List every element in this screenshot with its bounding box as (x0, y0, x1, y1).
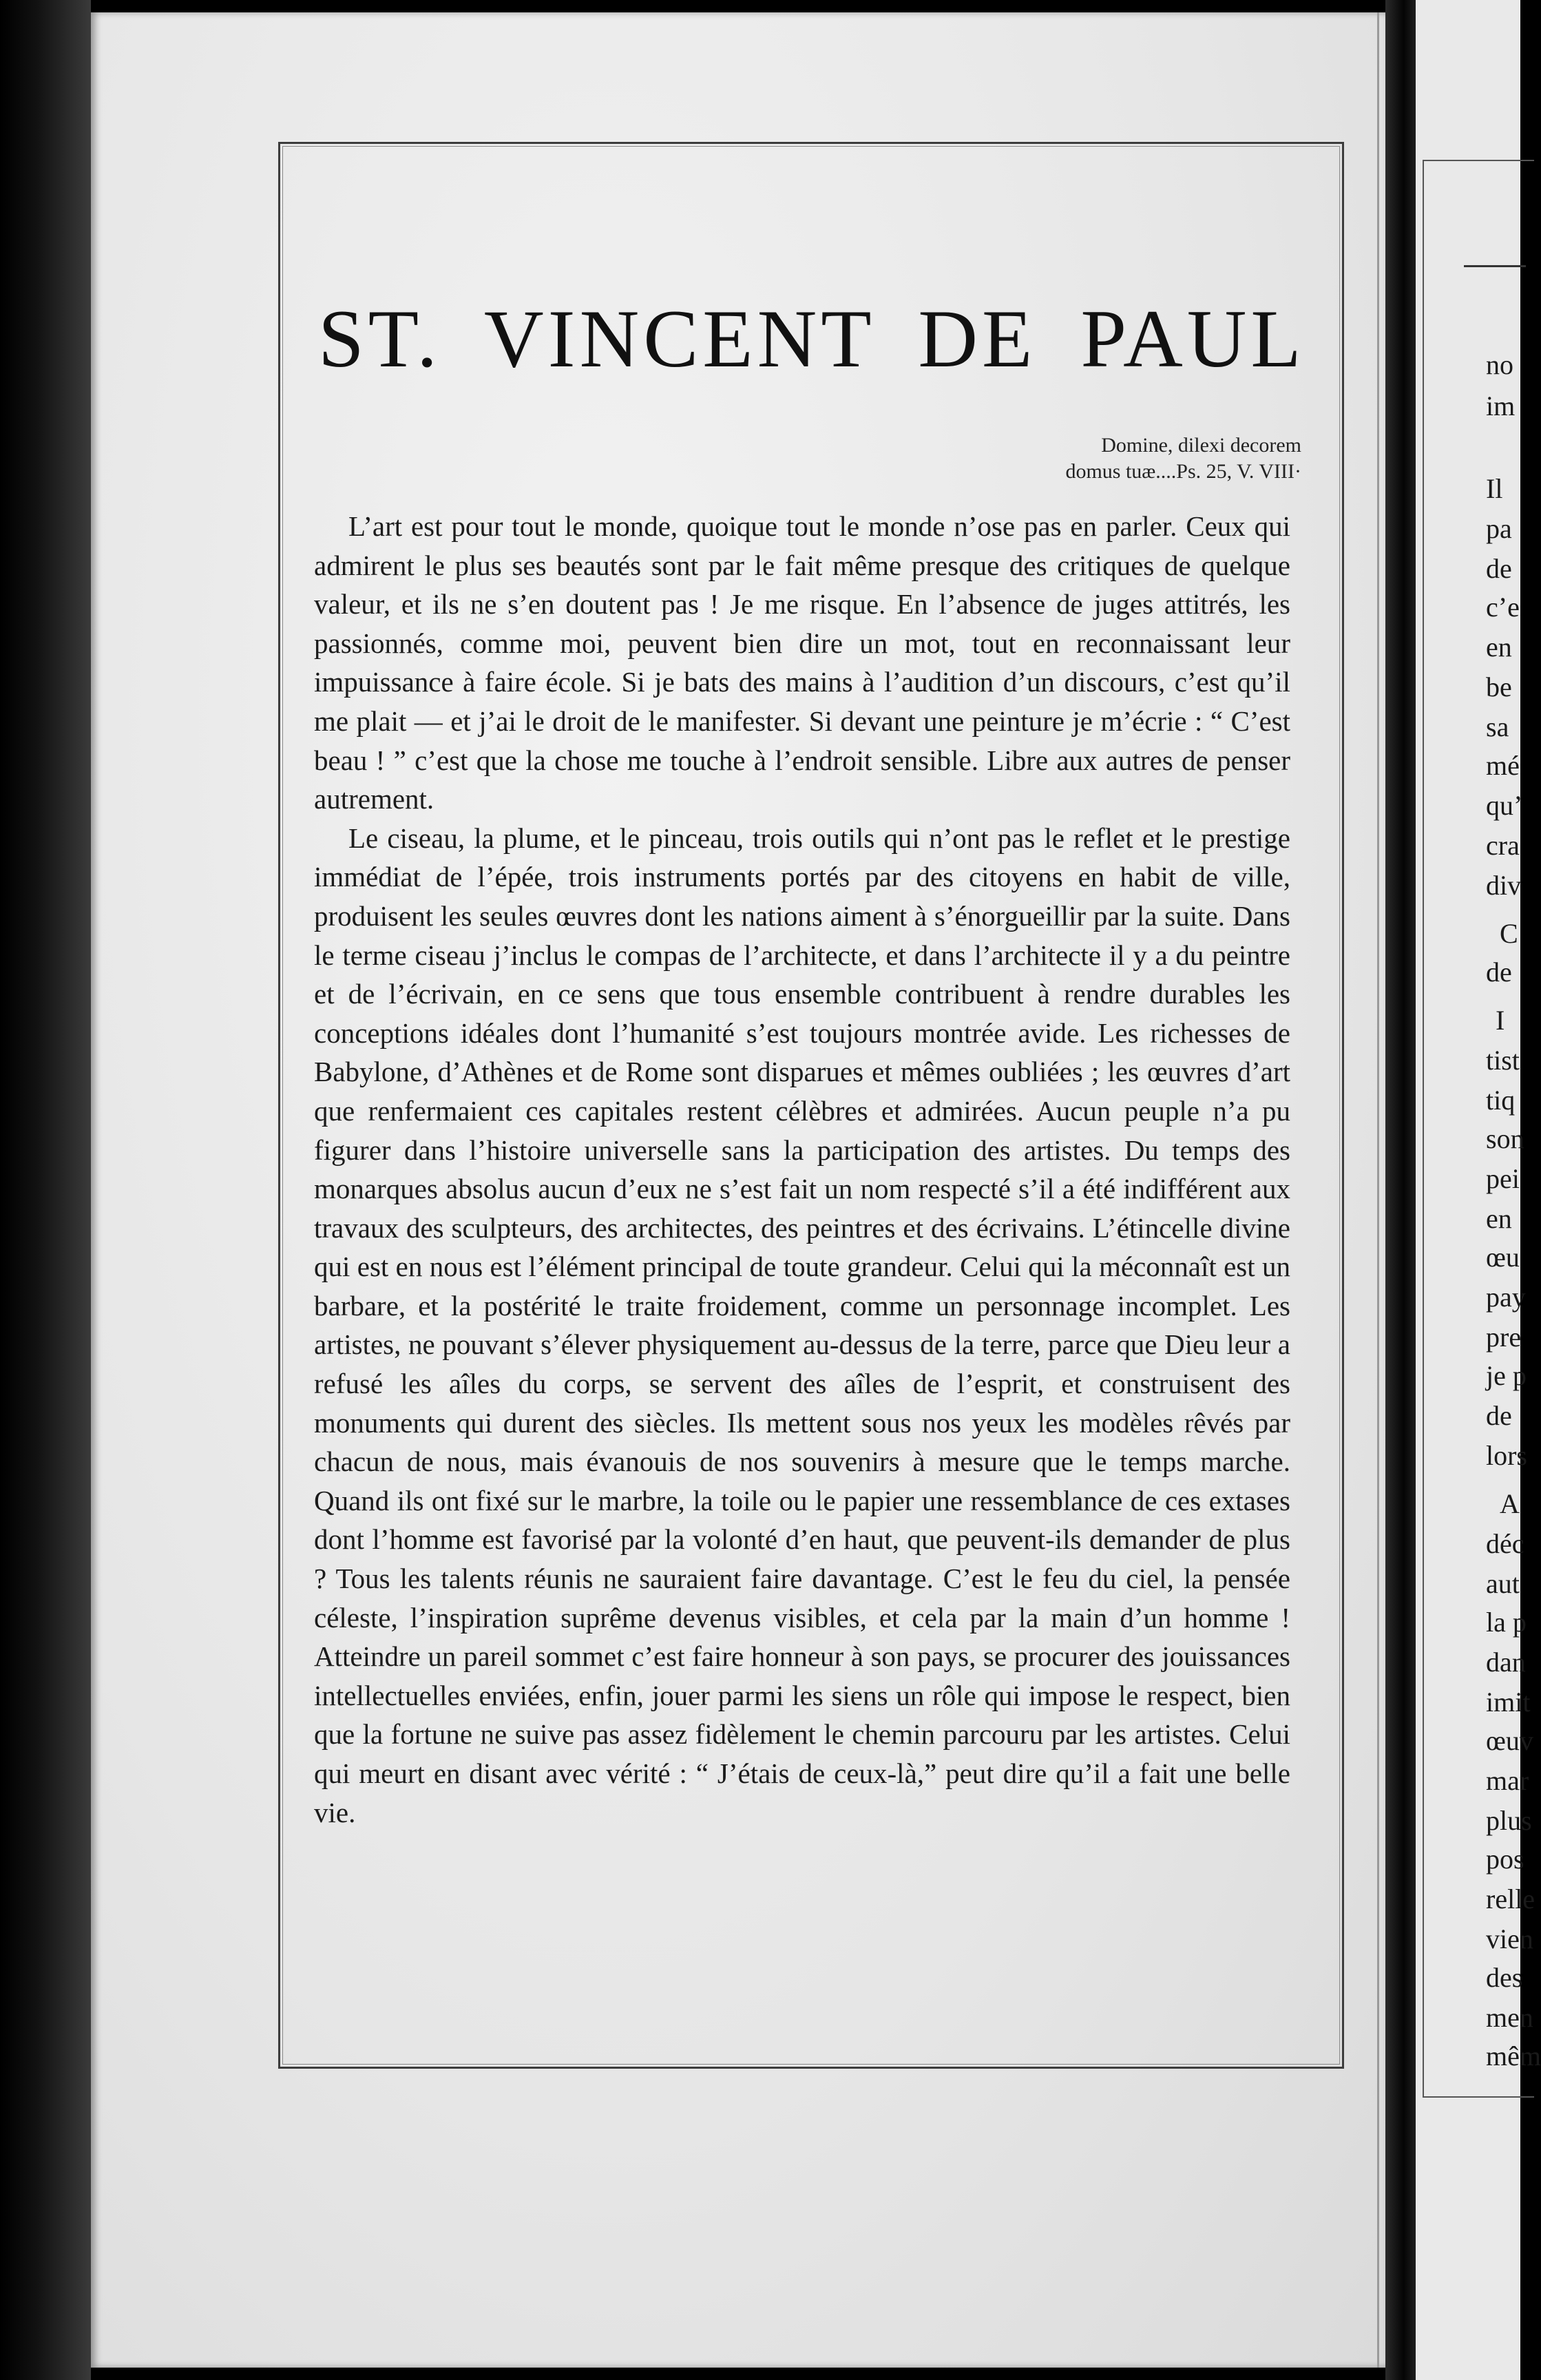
adjacent-page-fragment: no (1486, 349, 1513, 380)
adjacent-page-fragment: c’e (1486, 592, 1520, 623)
adjacent-page-fragment: pre (1486, 1322, 1522, 1353)
adjacent-page-fragment: déc (1486, 1528, 1524, 1559)
adjacent-page-fragment: pei (1486, 1163, 1520, 1194)
adjacent-page-fragment: œuv (1486, 1725, 1533, 1756)
adjacent-page-fragment: div (1486, 870, 1522, 901)
adjacent-page-fragment: im (1486, 390, 1516, 421)
scan-left-edge (0, 0, 91, 2380)
epigraph-line-2: domus tuæ....Ps. 25, V. VIII· (1065, 460, 1301, 483)
adjacent-page-fragment: je p (1486, 1360, 1527, 1391)
adjacent-page (1416, 0, 1541, 2380)
adjacent-page-fragment: de (1486, 957, 1512, 988)
epigraph (1065, 432, 1301, 485)
adjacent-page-fragment: imit (1486, 1687, 1531, 1718)
adjacent-page-fragment: men (1486, 2002, 1533, 2033)
adjacent-page-fragment: mé (1486, 750, 1520, 781)
adjacent-page-fragment: qu’ (1486, 790, 1523, 821)
adjacent-page-fragment: C (1500, 918, 1518, 949)
adjacent-page-fragment: en (1486, 1203, 1512, 1234)
adjacent-page-fragment: A (1500, 1488, 1520, 1519)
adjacent-page-header-rule (1464, 265, 1526, 267)
adjacent-page-fragment: pay (1486, 1282, 1526, 1313)
adjacent-page-fragment: I (1496, 1005, 1505, 1036)
adjacent-page-fragment: tiq (1486, 1085, 1516, 1116)
adjacent-page-fragment: de (1486, 553, 1512, 584)
adjacent-page-fragment: lors (1486, 1440, 1527, 1471)
paragraph-2: Le ciseau, la plume, et le pinceau, trois outils qui n’ont pas le reflet et le prestige immédiat de l’épée, trois instruments portés par des citoyens en habit de ville, produisent les seules œuvres dont les nations aiment à s’énorgueillir par la suite. Dans le terme ciseau j’inclus le compas de l’architecte, et dans l’architecte il y a du peintre et de l’écrivain, en ce sens que tous ensemble contribuent à rendre durables les conceptions idéales dont l’humanité s’est toujours montrée avide. Les richesses de Babylone, d’Athènes et de Rome sont disparues et mêmes oubliées ; les œuvres d’art que renfermaient ces capitales restent célèbres et admirées. Aucun peuple n’a pu figurer dans l’histoire universelle sans la participation des artistes. Du temps des monarques absolus aucun d’eux ne s’est fait un nom respecté s’il a été indifférent aux travaux des sculpteurs, des architectes, des peintres et des écrivains. L’étincelle divine qui est en nous est l’élément principal de toute grandeur. Celui qui la méconnaît est un barbare, et la postérité le traite froidement, comme un personnage incomplet. Les artistes, ne pouvant s’élever physiquement au-dessus de la terre, parce que Dieu leur a refusé les aîles du corps, se servent des aîles de l’esprit, et construisent des monuments qui durent des siècles. Ils mettent sous nos yeux les modèles rêvés par chacun de nous, mais évanouis de nos souvenirs à mesure que le temps marche. Quand ils ont fixé sur le marbre, la toile ou le papier une ressemblance de ces extases dont l’homme est favorisé par la volonté d’en haut, que peuvent-ils demander de plus ? Tous les talents réunis ne sauraient faire davantage. C’est le feu du ciel, la pensée céleste, l’inspiration suprême devenus visibles, et cela par la main d’un homme ! Atteindre un pareil sommet c’est faire honneur à son pays, se procurer des jouissances intellectuelles enviées, enfin, jouer parmi les siens un rôle qui impose le respect, bien que la fortune ne suive pas assez fidèlement le chemin parcouru par les artistes. Celui qui meurt en disant avec vérité : “ J’étais de ceux-là,” peut dire qu’il a fait une belle vie. (314, 822, 1290, 1828)
page-gutter (1385, 0, 1416, 2380)
adjacent-page-fragment: Il (1486, 473, 1503, 504)
adjacent-page-fragment: de (1486, 1400, 1512, 1431)
adjacent-page-fragment: dan (1486, 1647, 1526, 1678)
article-title: ST. VINCENT DE PAUL (318, 293, 1306, 384)
adjacent-page-fragment: relle (1486, 1883, 1535, 1914)
adjacent-page-fragment: son (1486, 1123, 1524, 1154)
adjacent-page-fragment: œu (1486, 1242, 1520, 1273)
page-edge-rule (1377, 12, 1379, 2368)
adjacent-page-fragment: plus (1486, 1805, 1532, 1836)
epigraph-line-1: Domine, dilexi decorem (1101, 434, 1301, 457)
adjacent-page-fragment: mêm (1486, 2040, 1541, 2071)
adjacent-page-fragment: pos (1486, 1844, 1524, 1875)
adjacent-page-fragment: en (1486, 631, 1512, 662)
adjacent-page-fragment: mar (1486, 1765, 1529, 1796)
adjacent-page-fragment: sa (1486, 711, 1509, 742)
adjacent-page-fragment: pa (1486, 513, 1512, 544)
adjacent-page-fragment: vien (1486, 1923, 1533, 1954)
adjacent-page-fragment: be (1486, 671, 1512, 702)
adjacent-page-fragment: des (1486, 1962, 1523, 1993)
adjacent-page-fragment: tist (1486, 1045, 1520, 1076)
adjacent-page-fragment: la p (1486, 1607, 1527, 1638)
article-body (314, 507, 1290, 1832)
adjacent-page-fragment: cra (1486, 830, 1520, 861)
paragraph-1: L’art est pour tout le monde, quoique tout le monde n’ose pas en parler. Ceux qui admirent le plus ses beautés sont par le fait même presque des critiques de quelque valeur, et ils ne s’en doutent pas ! Je me risque. En l’absence de juges attitrés, les passionnés, comme moi, peuvent bien dire un mot, tout en reconnaissant leur impuissance à faire école. Si je bats des mains à l’audition d’un discours, c’est qu’il me plait — et j’ai le droit de le manifester. Si devant une peinture je m’écrie : “ C’est beau ! ” c’est que la chose me touche à l’endroit sensible. Libre aux autres de penser autrement. (314, 510, 1290, 815)
adjacent-page-fragment: aut (1486, 1568, 1520, 1599)
